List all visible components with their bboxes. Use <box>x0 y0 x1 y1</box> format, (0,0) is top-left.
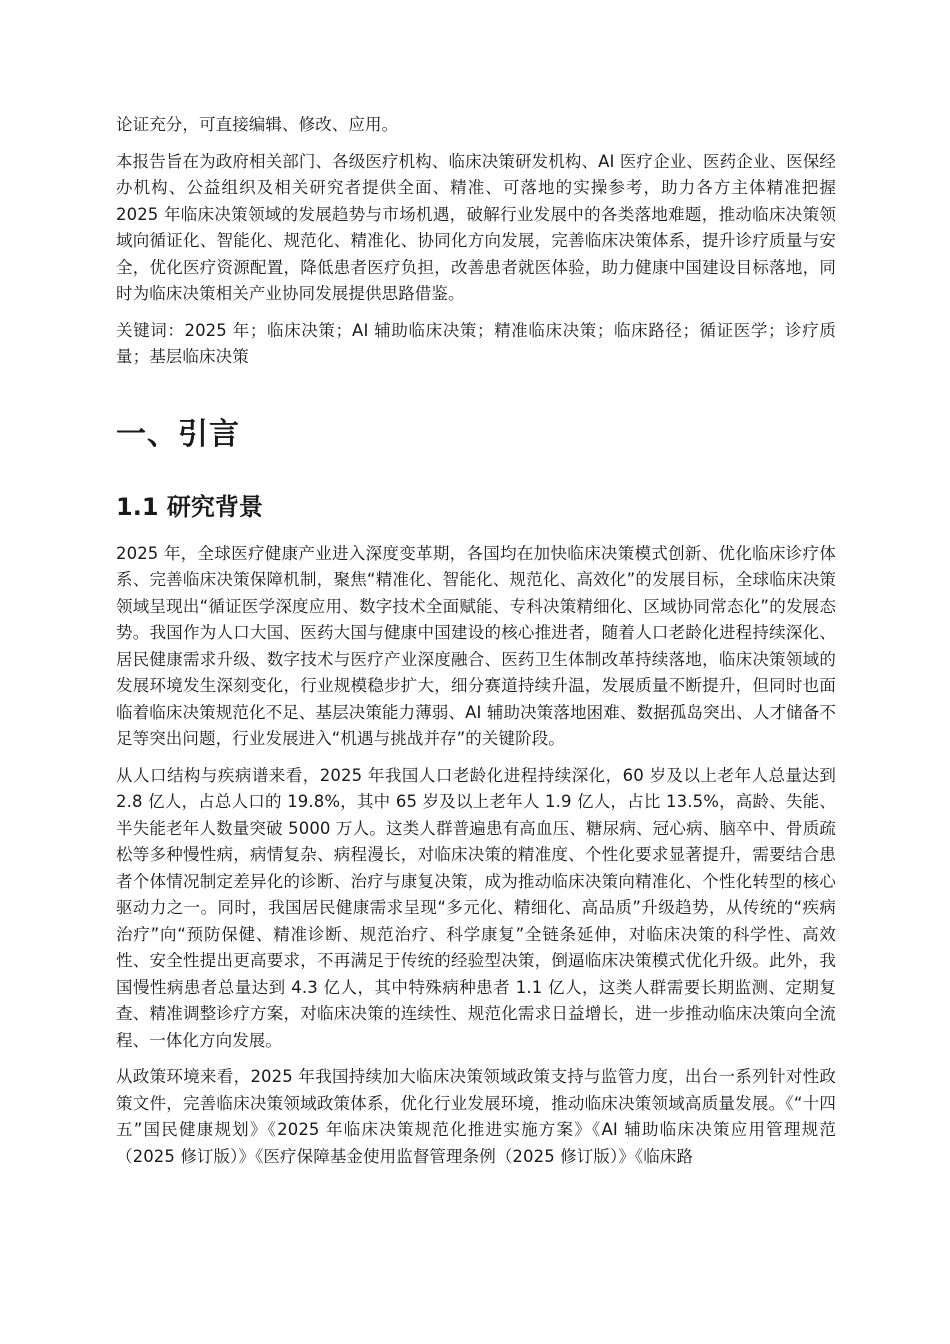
keywords-paragraph: 关键词：2025 年；临床决策；AI 辅助临床决策；精准临床决策；临床路径；循证医学；诊疗质量；基层临床决策 <box>116 320 836 366</box>
document-page <box>116 112 836 1170</box>
section-title: 一、引言 <box>116 416 240 452</box>
body-paragraph-background: 2025 年，全球医疗健康产业进入深度变革期，各国均在加快临床决策模式创新、优化临床诊疗体系、完善临床决策保障机制，聚焦“精准化、智能化、规范化、高效化”的发展目标，全球临床决策领域呈现出“循证医学深度应用、数字技术全面赋能、专科决策精细化、区域协同常态化”的发展态势。我国作为人口大国、医药大国与健康中国建设的核心推进者，随着人口老龄化进程持续深化、居民健康需求升级、数字技术与医疗产业深度融合、医药卫生体制改革持续落地，临床决策领域的发展环境发生深刻变化，行业规模稳步扩大，细分赛道持续升温，发展质量不断提升，但同时也面临着临床决策规范化不足、基层决策能力薄弱、AI 辅助决策落地困难、数据孤岛突出、人才储备不足等突出问题，行业发展进入“机遇与挑战并存”的关键阶段。 <box>116 543 836 748</box>
body-paragraph-population: 从人口结构与疾病谱来看，2025 年我国人口老龄化进程持续深化，60 岁及以上老年人总量达到 2.8 亿人，占总人口的 19.8%，其中 65 岁及以上老年人 1.9 亿人，占比 13.5%，高龄、失能、半失能老年人数量突破 5000 万人。这类人群普遍患有高血压、糖尿病、冠心病、脑卒中、骨质疏松等多种慢性病，病情复杂、病程漫长，对临床决策的精准度、个性化要求显著提升，需要结合患者个体情况制定差异化的诊断、治疗与康复决策，成为推动临床决策向精准化、个性化转型的核心驱动力之一。同时，我国居民健康需求呈现“多元化、精细化、高品质”升级趋势，从传统的“疾病治疗”向“预防保健、精准诊断、规范治疗、科学康复”全链条延伸，对临床决策的科学性、高效性、安全性提出更高要求，不再满足于传统的经验型决策，倒逼临床决策模式优化升级。此外，我国慢性病患者总量达到 4.3 亿人，其中特殊病种患者 1.1 亿人，这类人群需要长期监测、定期复查、精准调整诊疗方案，对临床决策的连续性、规范化需求日益增长，进一步推动临床决策向全流程、一体化方向发展。 <box>116 765 836 1050</box>
body-paragraph-policy: 从政策环境来看，2025 年我国持续加大临床决策领域政策支持与监管力度，出台一系列针对性政策文件，完善临床决策领域政策体系，优化行业发展环境，推动临床决策领域高质量发展。《“十四五”国民健康规划》《2025 年临床决策规范化推进实施方案》《AI 辅助临床决策应用管理规范（2025 修订版）》《医疗保障基金使用监督管理条例（2025 修订版）》《临床路 <box>116 1067 836 1166</box>
purpose-paragraph: 本报告旨在为政府相关部门、各级医疗机构、临床决策研发机构、AI 医疗企业、医药企业、医保经办机构、公益组织及相关研究者提供全面、精准、可落地的实操参考，助力各方主体精准把握 2025 年临床决策领域的发展趋势与市场机遇，破解行业发展中的各类落地难题，推动临床决策领域向循证化、智能化、规范化、精准化、协同化方向发展，完善临床决策体系，提升诊疗质量与安全，优化医疗资源配置，降低患者医疗负担，改善患者就医体验，助力健康中国建设目标落地，同时为临床决策相关产业协同发展提供思路借鉴。 <box>116 151 836 303</box>
subsection-title: 1.1 研究背景 <box>116 492 263 521</box>
intro-tail-paragraph: 论证充分，可直接编辑、修改、应用。 <box>116 115 399 134</box>
